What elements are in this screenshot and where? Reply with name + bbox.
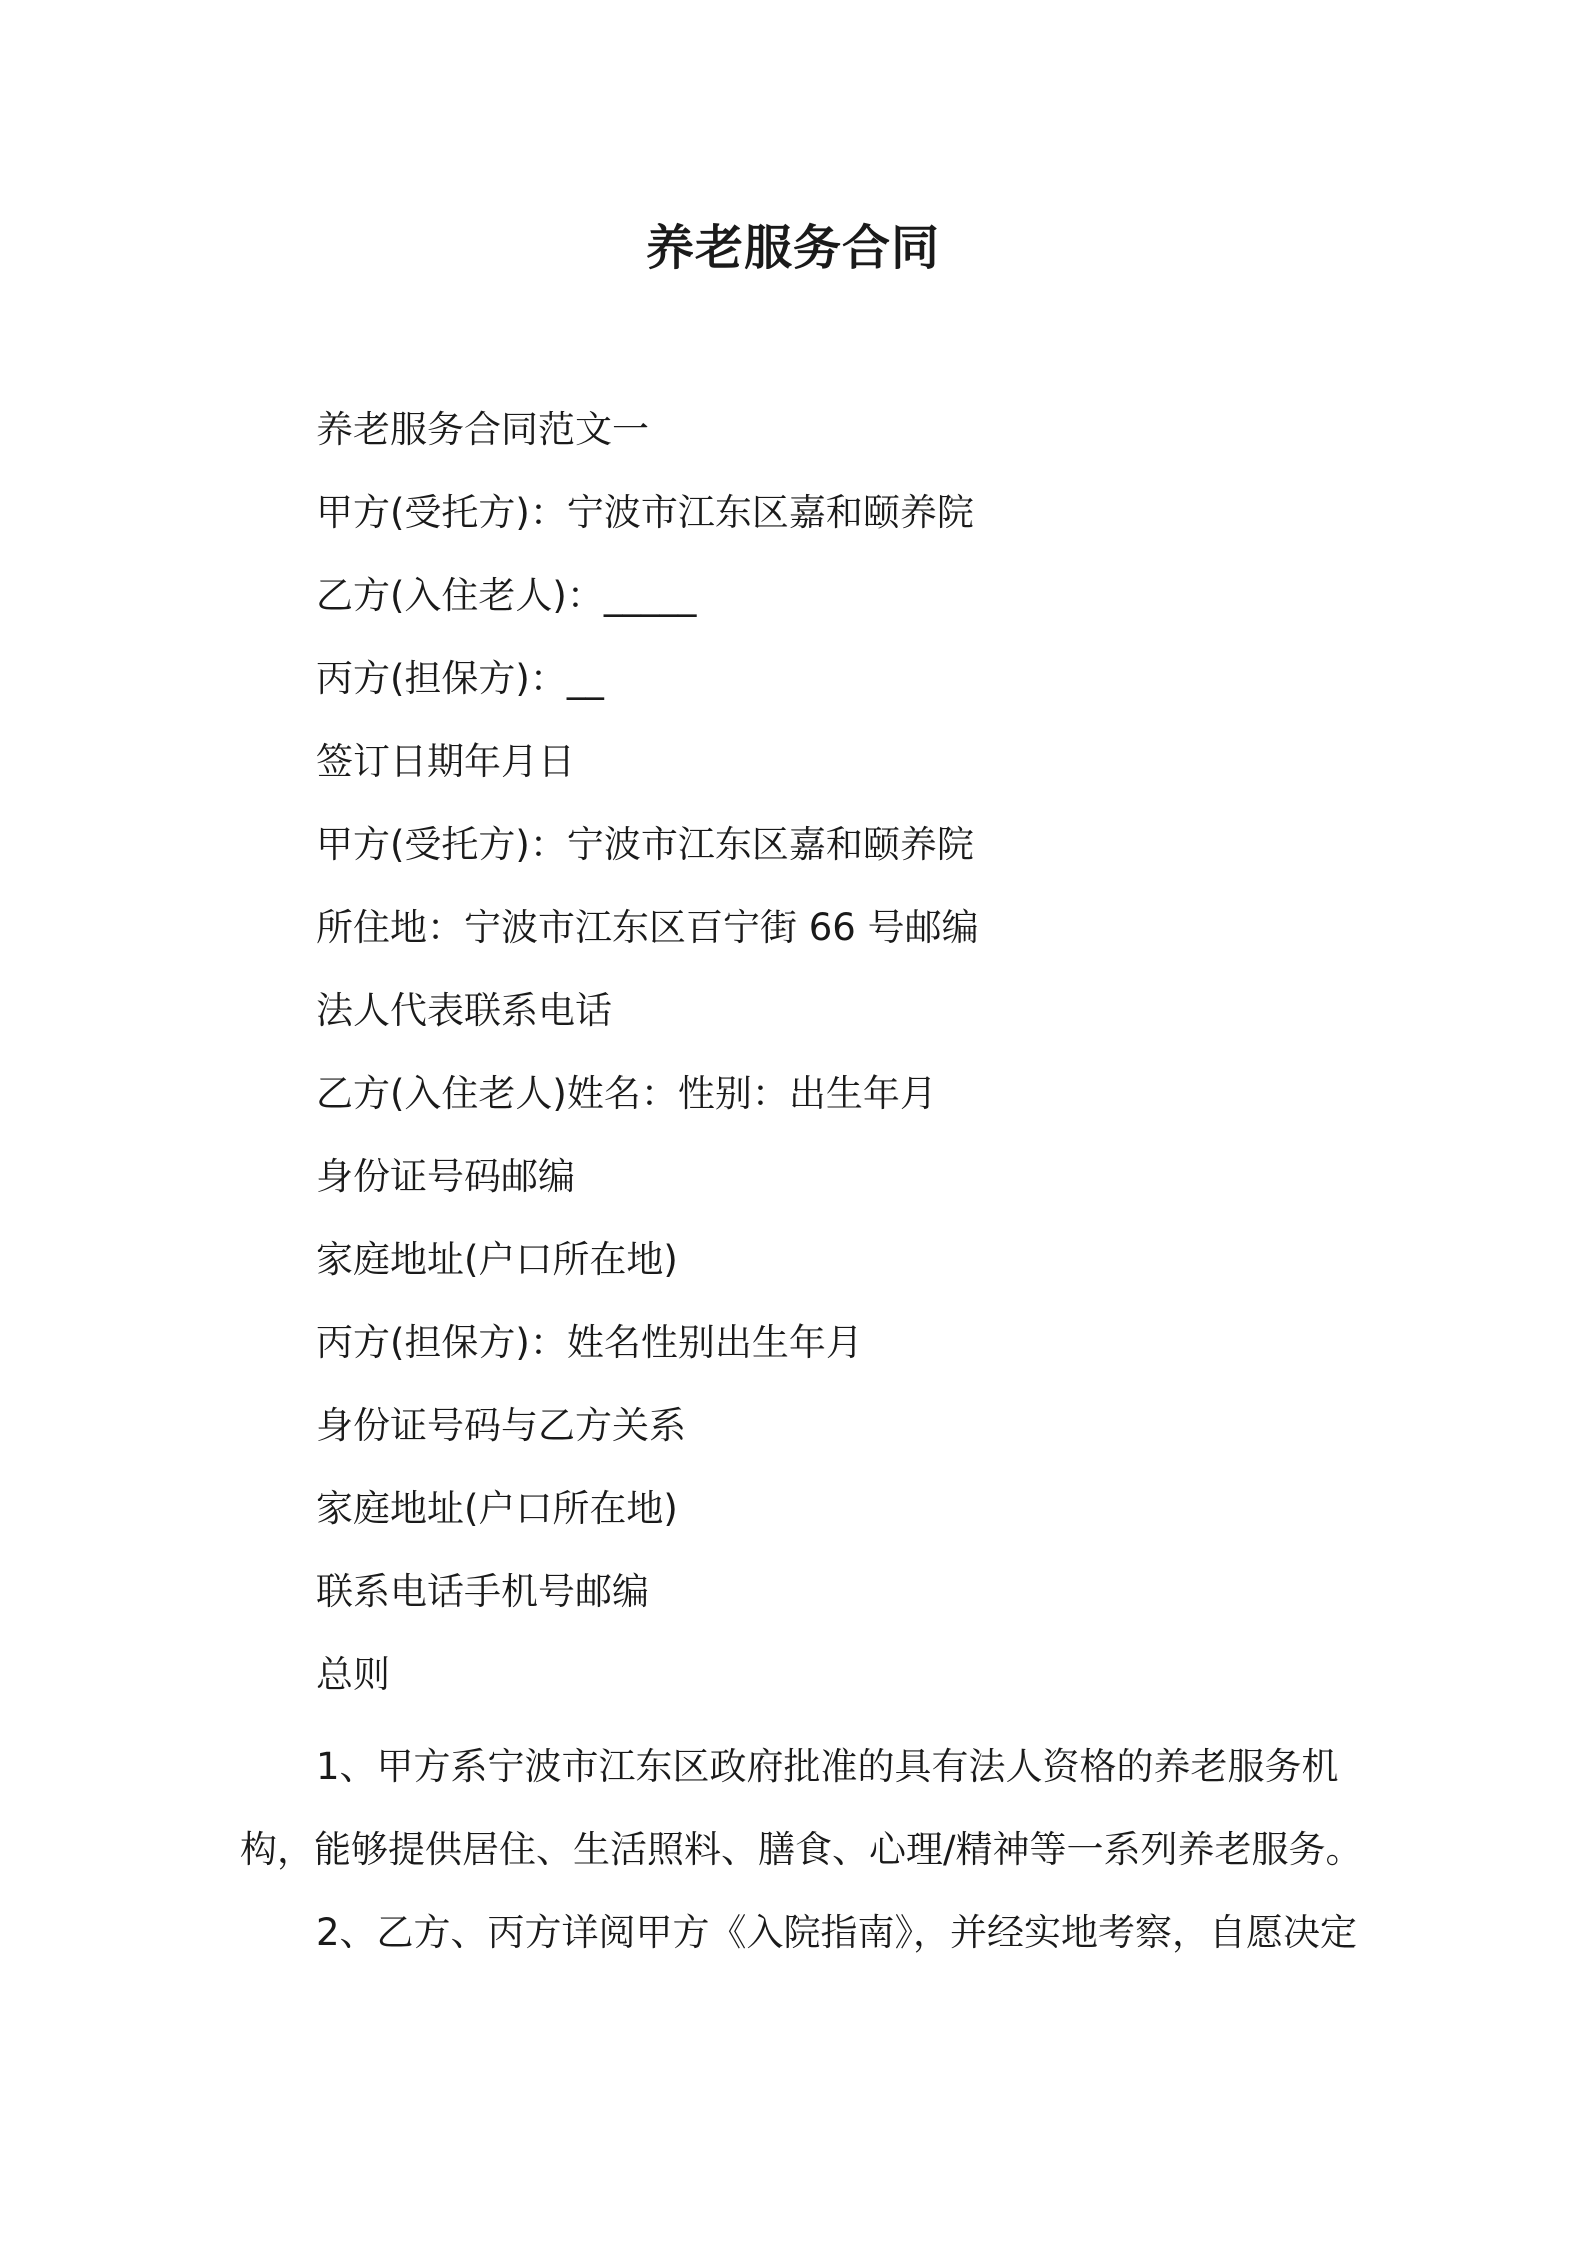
paragraph-2-line-1: 2、乙方、丙方详阅甲方《入院指南》，并经实地考察，自愿决定 bbox=[316, 1911, 1358, 1954]
section-heading-general: 总则 bbox=[316, 1653, 390, 1696]
document-line: 乙方(入住老人)：_____ bbox=[316, 574, 697, 617]
document-line: 身份证号码邮编 bbox=[316, 1155, 575, 1198]
document-line: 甲方(受托方)：宁波市江东区嘉和颐养院 bbox=[316, 823, 974, 866]
document-line: 联系电话手机号邮编 bbox=[316, 1570, 649, 1613]
paragraph-1-line-1: 1、甲方系宁波市江东区政府批准的具有法人资格的养老服务机 bbox=[316, 1745, 1339, 1788]
document-line: 法人代表联系电话 bbox=[316, 989, 612, 1032]
paragraph-2 bbox=[240, 1908, 1358, 1958]
document-line: 家庭地址(户口所在地) bbox=[316, 1238, 678, 1281]
paragraph-1-line-2: 构，能够提供居住、生活照料、膳食、心理/精神等一系列养老服务。 bbox=[240, 1828, 1363, 1871]
document-line: 丙方(担保方)：__ bbox=[316, 657, 604, 700]
document-line: 养老服务合同范文一 bbox=[316, 408, 649, 451]
document-line: 丙方(担保方)：姓名性别出生年月 bbox=[316, 1321, 863, 1364]
document-line: 所住地：宁波市江东区百宁街 66 号邮编 bbox=[316, 906, 979, 949]
document-line: 家庭地址(户口所在地) bbox=[316, 1487, 678, 1530]
document-line: 甲方(受托方)：宁波市江东区嘉和颐养院 bbox=[316, 491, 974, 534]
document-title: 养老服务合同 bbox=[645, 220, 940, 276]
document-line: 身份证号码与乙方关系 bbox=[316, 1404, 686, 1447]
document-line: 乙方(入住老人)姓名：性别：出生年月 bbox=[316, 1072, 937, 1115]
paragraph-1 bbox=[240, 1742, 1363, 1875]
document-line: 签订日期年月日 bbox=[316, 740, 575, 783]
